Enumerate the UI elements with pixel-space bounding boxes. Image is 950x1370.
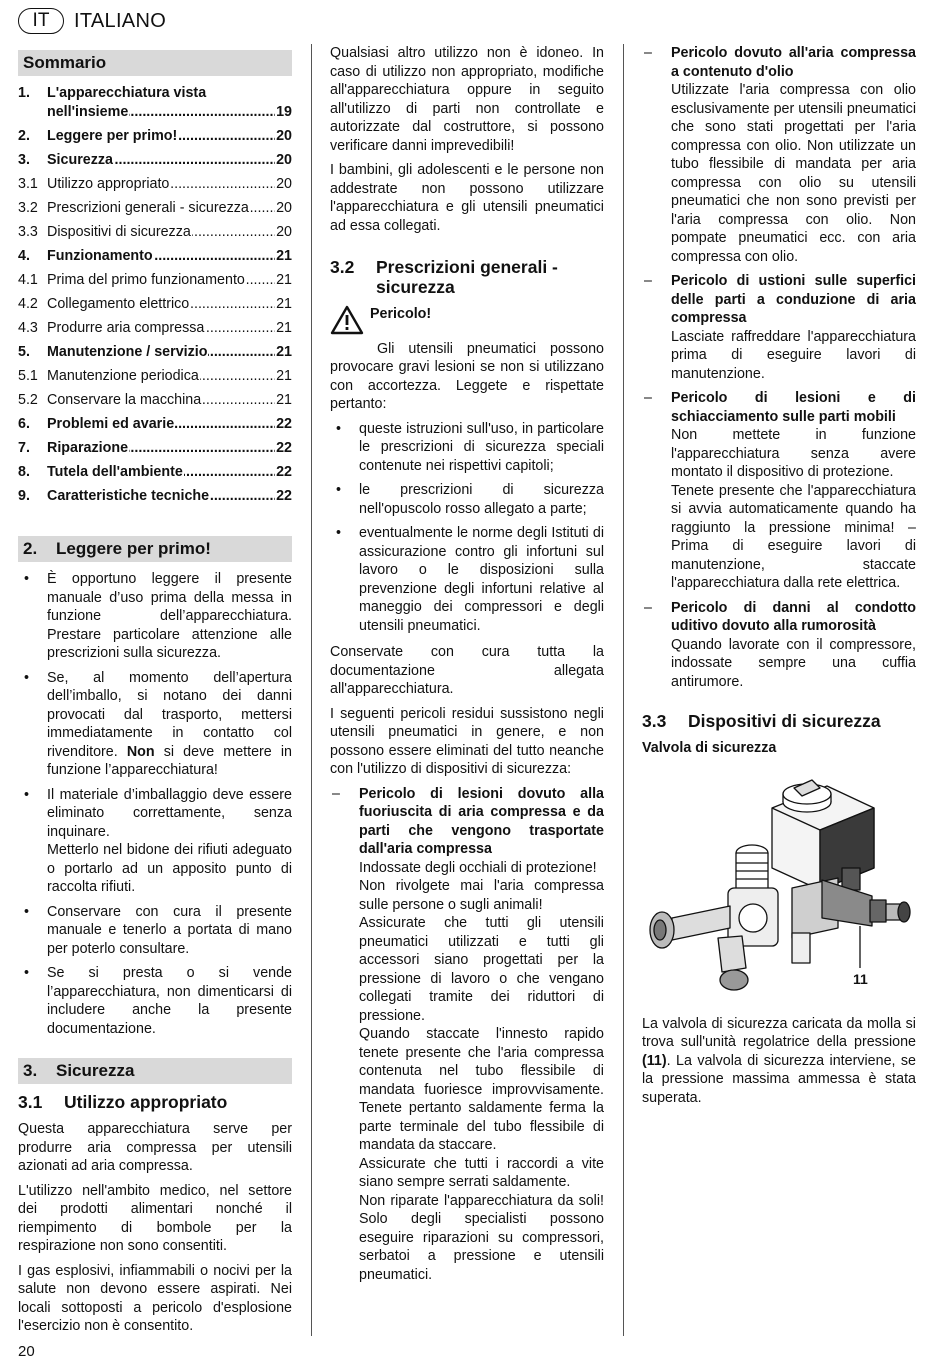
paragraph: Questa apparecchiatura serve per produrre aria compressa per utensili azionati ad aria compressa. (18, 1121, 292, 1174)
toc-item (18, 343, 292, 362)
toc-number: 6. (18, 416, 30, 432)
toc-page: 22 (276, 416, 292, 432)
toc-number: 3.1 (18, 176, 38, 192)
toc-label: Collegamento elettrico (47, 296, 190, 312)
safety-bullets (330, 420, 604, 636)
safety-valve-figure (642, 768, 916, 1003)
toc-label: Conservare la macchina (47, 392, 202, 408)
list-item: • Se si presta o si vende l’apparecchiatura, non dimenticarsi di includere anche la presente documentazione. (18, 964, 292, 1038)
section-3-1-heading: 3.1 Utilizzo appropriato (18, 1092, 228, 1112)
toc-item (18, 439, 292, 458)
toc-page: 21 (276, 320, 292, 336)
list-item: • Il materiale d’imballaggio deve essere eliminato correttamente, senza inquinare. Metterlo nel bidone dei rifiuti adeguato o portarlo ad un apposito punto di raccolta rifiuti. (18, 786, 292, 897)
paragraph: La valvola di sicurezza caricata da molla si trova sull'unità regolatrice della pressione (11). La valvola di sicurezza interviene, se la pressione massima ammessa è stata superata. (642, 1015, 916, 1106)
toc-page: 22 (276, 488, 292, 504)
toc-item (18, 127, 292, 146)
toc-number: 5.2 (18, 392, 38, 408)
toc-number: 2. (18, 128, 30, 144)
toc-page: 20 (276, 224, 292, 240)
toc-number: 3.2 (18, 200, 38, 216)
toc-item (18, 271, 292, 290)
toc-number: 1. (18, 85, 30, 101)
toc-page: 21 (276, 368, 292, 384)
section-3-heading: 3. Sicurezza (18, 1058, 292, 1084)
column-divider-1 (311, 44, 312, 1336)
residual-dangers (330, 785, 604, 1285)
toc-label: Utilizzo appropriato (47, 176, 170, 192)
toc-label: nell'insieme (47, 104, 129, 120)
list-item: • le prescrizioni di sicurezza nell'opuscolo rosso allegato a parte; (330, 481, 604, 518)
toc-number: 4.2 (18, 296, 38, 312)
toc-number: 8. (18, 464, 30, 480)
pressure-regulator-drawing (642, 768, 916, 1003)
toc-page: 21 (276, 296, 292, 312)
paragraph: I seguenti pericoli residui sussistono negli utensili pneumatici in genere, e non possono essere eliminati del tutto neanche con l'utilizzo di dispositivi di sicurezza: (330, 705, 604, 777)
toc-label: Tutela dell'ambiente (47, 464, 183, 480)
list-item: • eventualmente le norme degli Istituti di assicurazione contro gli infortuni sul lavoro o le disposizioni sulla prevenzione degli infortuni relative al maneggio dei compressori e degli utensili pneumatici. (330, 524, 604, 635)
page-number: 20 (18, 1343, 35, 1360)
toc-label: Caratteristiche tecniche (47, 488, 210, 504)
language-name: ITALIANO (74, 9, 167, 32)
paragraph: I gas esplosivi, infiammabili o nocivi per la salute non devono essere aspirati. Nei locali sottoposti a pericolo d'esplosione l'esercizio non è consentito. (18, 1262, 292, 1334)
paragraph: Qualsiasi altro utilizzo non è idoneo. In caso di utilizzo non appropriato, modifiche all'apparecchiatura oppure in seguito all'utilizzo di parti non controllate e autorizzate dal costruttore, si possono verificare danni imprevedibili! (330, 45, 604, 154)
toc-item (18, 319, 292, 338)
toc-page: 21 (276, 248, 292, 264)
toc-number: 9. (18, 488, 30, 504)
toc-item (18, 391, 292, 410)
toc-item (18, 247, 292, 266)
warning-triangle-icon (330, 305, 370, 341)
section-3-3-heading: 3.3 Dispositivi di sicurezza (642, 711, 881, 731)
toc-page: 21 (276, 392, 292, 408)
toc-number: 4. (18, 248, 30, 264)
toc-label: Riparazione (47, 440, 129, 456)
toc-label: Produrre aria compressa (47, 320, 205, 336)
list-item: • Se, al momento dell’apertura dell’imballo, si notano dei danni provocati dal trasporto, mettersi immediatamente in contatto col rivenditore. Non si deve mettere in funzione l’apparecchiatura! (18, 669, 292, 780)
toc-label: Manutenzione / servizio (47, 344, 208, 360)
list-item: • queste istruzioni sull'uso, in particolare le prescrizioni di sicurezza speciali contenute nei rispettivi capitoli; (330, 420, 604, 476)
toc-label: Prescrizioni generali - sicurezza (47, 200, 249, 216)
page-header (18, 8, 166, 34)
toc-label: L'apparecchiatura vista (47, 85, 207, 101)
danger-title: Pericolo! (370, 306, 432, 322)
toc-label: Problemi ed avarie (47, 416, 175, 432)
toc-number: 5. (18, 344, 30, 360)
danger-text: Gli utensili pneumatici possono provocare gravi lesioni se non si utilizzano con accortezza. Leggete e rispettate pertanto: (330, 340, 604, 412)
column-2 (330, 44, 604, 1290)
toc-page: 20 (276, 152, 292, 168)
section-2-heading: 2. Leggere per primo! (18, 536, 292, 562)
toc-number: 4.3 (18, 320, 38, 336)
toc-page: 19 (276, 104, 292, 120)
language-badge: IT (18, 8, 64, 34)
toc-label: Manutenzione periodica (47, 368, 199, 384)
table-of-contents (18, 84, 292, 506)
toc-title: Sommario (18, 50, 292, 76)
list-item: – Pericolo di lesioni dovuto alla fuoriuscita di aria compressa e da parti che vengono trasportate dall'aria compressa Indossate degli occhiali di protezione! Non rivolgete mai l'aria compressa sulle persone o sugli animali! Assicurate che tutti gli utensili pneumatici utilizzati e tutti gli accessori siano progettati per la pressione di lavoro o che vengano collegati tramite dei riduttori di pressione. Quando staccate l'innesto rapido tenete presente che l'aria compressa contenuta nel tubo flessibile di mandata fuoriesce improvvisamente. Tenete pertanto saldamente ferma la parte terminale del tubo flessibile di mandata da staccare. Assicurate che tutti i raccordi a vite siano sempre serrati saldamente. Non riparate l'apparecchiatura da soli! Solo degli specialisti possono eseguire riparazioni su compressori, serbatoi a pressione e utensili pneumatici. (330, 785, 604, 1285)
list-item: – Pericolo di danni al condotto uditivo dovuto alla rumorosità Quando lavorate con il compressore, indossate sempre una cuffia antirumore. (642, 599, 916, 692)
toc-number: 4.1 (18, 272, 38, 288)
toc-item (18, 175, 292, 194)
toc-number: 5.1 (18, 368, 38, 384)
column-3 (642, 44, 916, 1113)
list-item: • Conservare con cura il presente manuale e tenerlo a portata di mano per poterlo consultare. (18, 903, 292, 959)
valve-subheading: Valvola di sicurezza (642, 740, 777, 756)
toc-item (18, 463, 292, 482)
paragraph: L'utilizzo nell'ambito medico, nel settore dei prodotti alimentari nonché il riempimento di bombole per la respirazione non sono consentiti. (18, 1182, 292, 1254)
toc-item (18, 223, 292, 242)
toc-item (18, 415, 292, 434)
column-1 (18, 50, 292, 1342)
toc-page: 21 (276, 272, 292, 288)
toc-page: 21 (276, 344, 292, 360)
list-item: – Pericolo di lesioni e di schiacciamento sulle parti mobili Non mettete in funzione l'apparecchiatura senza avere montato il dispositivo di protezione. Tenete presente che l'apparecchiatura si avvia automaticamente quando ha raggiunto la pressione minima! – Prima di eseguire lavori di manutenzione, staccate l'apparecchiatura dalla rete elettrica. (642, 389, 916, 593)
toc-label: Prima del primo funzionamento (47, 272, 245, 288)
section-3-2-heading: 3.2 Prescrizioni generali - sicurezza (330, 257, 558, 297)
toc-item (18, 295, 292, 314)
toc-page: 20 (276, 176, 292, 192)
danger-notice (330, 305, 604, 341)
column-divider-2 (623, 44, 624, 1336)
toc-label: Leggere per primo! (47, 128, 178, 144)
list-item: – Pericolo di ustioni sulle superfici delle parti a conduzione di aria compressa Lasciate raffreddare l'apparecchiatura prima di eseguire lavori di manutenzione. (642, 272, 916, 383)
paragraph: I bambini, gli adolescenti e le persone non addestrate non possono utilizzare l'apparecchiatura e gli utensili pneumatici ad essa collegati. (330, 162, 604, 234)
toc-page: 20 (276, 200, 292, 216)
toc-item (18, 151, 292, 170)
toc-label: Dispositivi di sicurezza (47, 224, 191, 240)
toc-item (18, 84, 292, 122)
section-2-bullets (18, 570, 292, 1038)
toc-label: Sicurezza (47, 152, 113, 168)
toc-item (18, 367, 292, 386)
toc-page: 22 (276, 464, 292, 480)
toc-page: 20 (276, 128, 292, 144)
toc-number: 7. (18, 440, 30, 456)
list-item: • È opportuno leggere il presente manuale d’uso prima della messa in funzione dell’apparecchiatura. Prestare particolare attenzione alle prescrizioni sulla sicurezza. (18, 570, 292, 663)
toc-item (18, 487, 292, 506)
toc-label: Funzionamento (47, 248, 153, 264)
paragraph: Conservate con cura tutta la documentazione allegata all'apparecchiatura. (330, 644, 604, 697)
toc-number: 3. (18, 152, 30, 168)
toc-item (18, 199, 292, 218)
toc-number: 3.3 (18, 224, 38, 240)
figure-callout-label: 11 (853, 970, 868, 987)
list-item: – Pericolo dovuto all'aria compressa a contenuto d'olio Utilizzate l'aria compressa con olio esclusivamente per utensili pneumatici che sono stati progettati per l'aria compressa con olio. Non utilizzate un tubo flessibile di mandata per aria compressa con olio su utensili pneumatici che non sono previsti per l'aria compressa con olio. Non pompate pneumatici ecc. con aria compressa con olio. (642, 44, 916, 266)
danger-list (642, 44, 916, 691)
toc-page: 22 (276, 440, 292, 456)
